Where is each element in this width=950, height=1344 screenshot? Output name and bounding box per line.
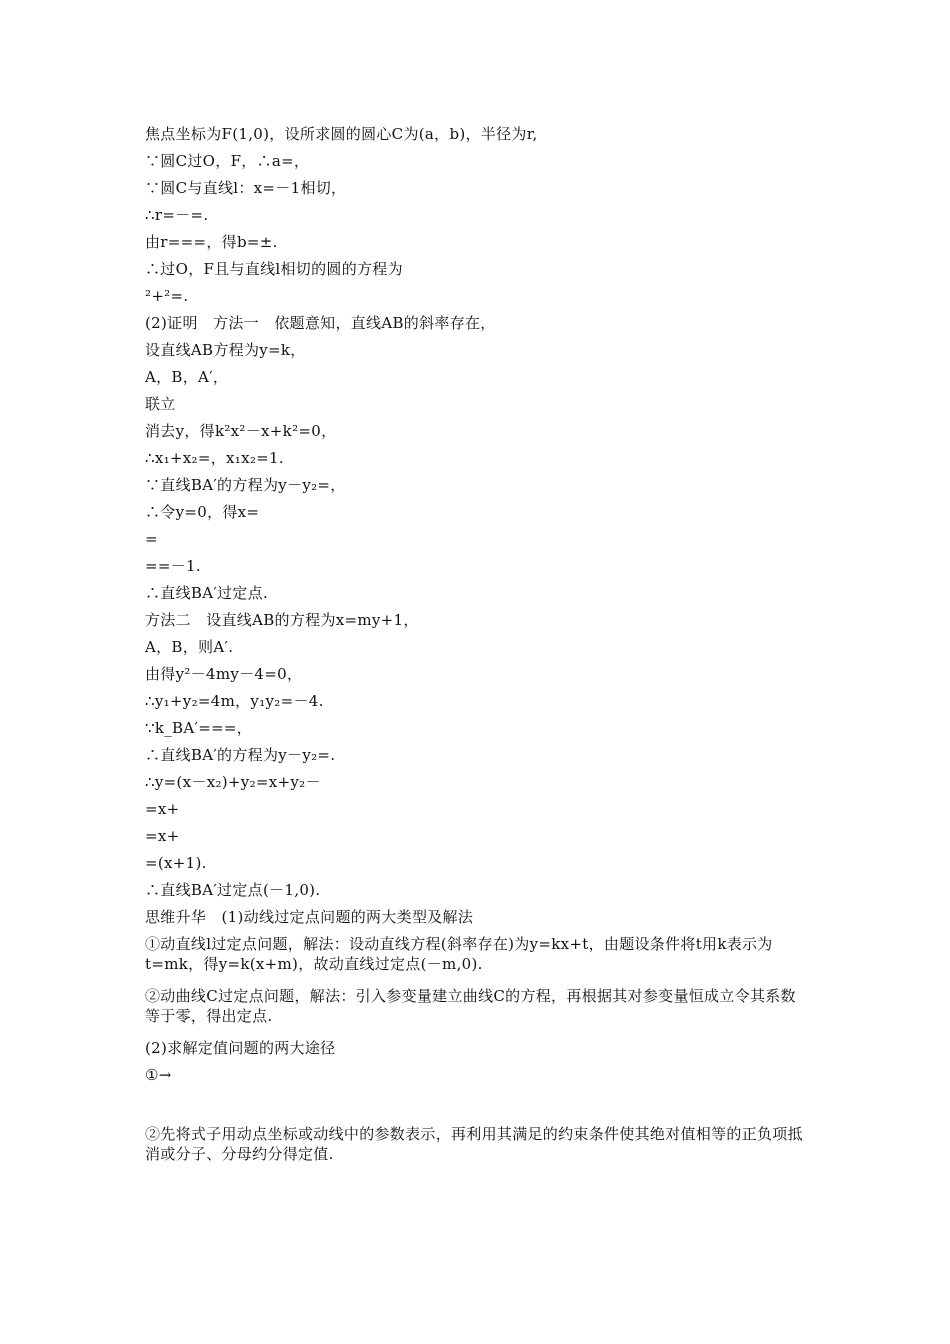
text-line: ∴直线BA′过定点(－1,0). [145,881,321,899]
text-line: ∴直线BA′过定点. [145,584,269,602]
text-line: ∴令y=0，得x= [145,503,260,521]
text-line: ∴r=－=. [145,206,209,224]
text-line: 联立 [145,395,176,413]
text-line: ∴x₁+x₂=，x₁x₂=1. [145,449,284,467]
text-line: 由r===，得b=±. [145,233,278,251]
text-line: (2)证明 方法一 依题意知，直线AB的斜率存在， [145,314,496,332]
text-line: =(x+1). [145,854,207,872]
text-line: 方法二 设直线AB的方程为x=my+1， [145,611,419,629]
text-line: A，B，则A′. [145,638,234,656]
text-line: ①→ [145,1066,172,1084]
text-line: 焦点坐标为F(1,0)，设所求圆的圆心C为(a，b)，半径为r, [145,125,538,143]
text-paragraph: ①动直线l过定点问题，解法：设动直线方程(斜率存在)为y=kx+t，由题设条件将t用k表示为t=mk，得y=k(x+m)，故动直线过定点(－m,0). [145,935,773,973]
text-line: = [145,530,158,548]
text-line: =x+ [145,800,180,818]
text-line: 思维升华 (1)动线过定点问题的两大类型及解法 [145,908,474,926]
text-paragraph: ②先将式子用动点坐标或动线中的参数表示，再利用其满足的约束条件使其绝对值相等的正负项抵消或分子、分母约分得定值. [145,1125,803,1163]
text-line: ==－1. [145,557,201,575]
text-line: ∵直线BA′的方程为y－y₂=， [145,476,346,494]
text-line: ²+²=. [145,287,189,305]
text-line: A，B，A′， [145,368,229,386]
text-line: ∴过O，F且与直线l相切的圆的方程为 [145,260,403,278]
text-line: ∵圆C与直线l：x=－1相切， [145,179,347,197]
text-line: =x+ [145,827,180,845]
text-line: 消去y，得k²x²－x+k²=0， [145,422,337,440]
text-line: 由得y²－4my－4=0， [145,665,303,683]
text-line: ∴y₁+y₂=4m，y₁y₂=－4. [145,692,324,710]
text-line: ∴y=(x－x₂)+y₂=x+y₂－ [145,773,321,791]
text-line: ∵圆C过O，F，∴a=， [145,152,310,170]
text-line: 设直线AB方程为y=k， [145,341,306,359]
text-line: (2)求解定值问题的两大途径 [145,1039,336,1057]
text-line: ∴直线BA′的方程为y－y₂=. [145,746,336,764]
text-paragraph: ②动曲线C过定点问题，解法：引入参变量建立曲线C的方程，再根据其对参变量恒成立令其系数等于零，得出定点. [145,987,796,1025]
text-line: ∵k_BA′===， [145,719,253,737]
